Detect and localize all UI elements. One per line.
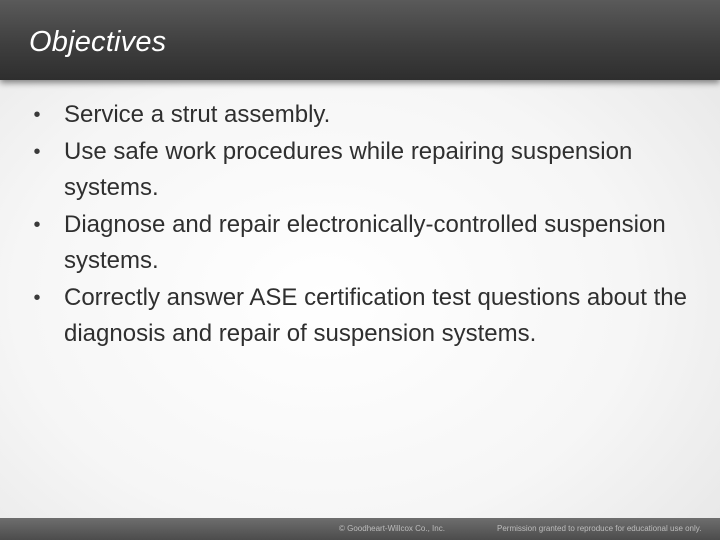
bullet-dot-icon: • [33, 213, 41, 236]
bullet-list [30, 97, 690, 353]
slide-title: Objectives [29, 26, 167, 58]
bullet-text: Use safe work procedures while repairing suspension systems. [64, 137, 633, 201]
footer-bar [0, 518, 720, 540]
bullet-dot-icon: • [33, 286, 41, 309]
bullet-item [30, 280, 690, 353]
bullet-dot-icon: • [33, 140, 41, 163]
bullet-item [30, 97, 690, 134]
bullet-dot-icon: • [33, 104, 41, 126]
copyright-notice: © Goodheart-Willcox Co., Inc. [339, 524, 445, 533]
bullet-item [30, 134, 690, 207]
permission-notice: Permission granted to reproduce for educational use only. [497, 524, 702, 533]
bullet-item [30, 207, 690, 280]
bullet-text: Service a strut assembly. [64, 101, 331, 128]
bullet-text: Correctly answer ASE certification test questions about the diagnosis and repair of suspension systems. [64, 283, 687, 347]
title-bar [0, 0, 720, 80]
bullet-text: Diagnose and repair electronically-controlled suspension systems. [64, 210, 666, 274]
